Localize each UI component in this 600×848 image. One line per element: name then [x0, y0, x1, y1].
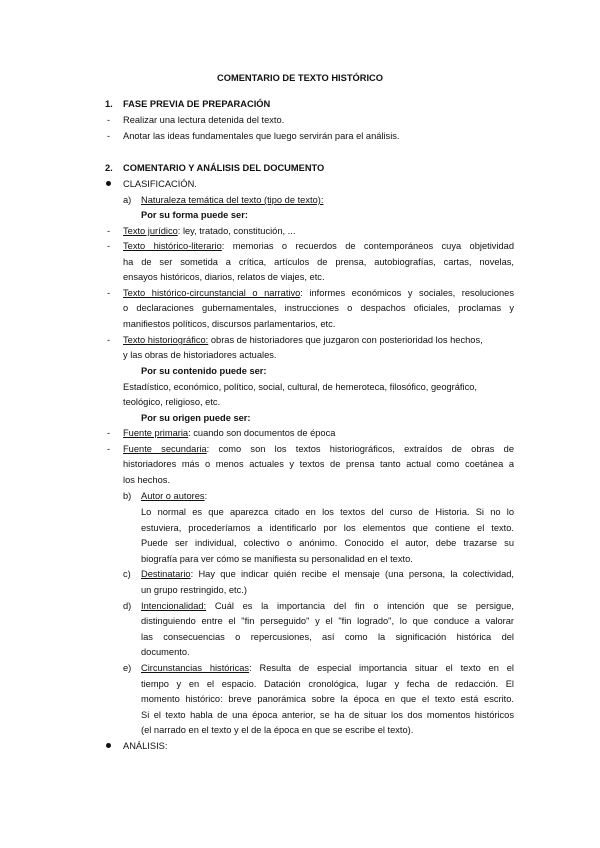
item-d-l1: Cuál es la importancia del fin o intención que se persigue,	[206, 601, 514, 611]
juridico-term: Texto jurídico	[123, 226, 178, 236]
item-b-l3: Puede ser individual, colectivo o anónimo. Conocido el autor, debe trazarse su	[141, 538, 514, 548]
list-item: Realizar una lectura detenida del texto.	[123, 115, 285, 125]
section1-heading: FASE PREVIA DE PREPARACIÓN	[123, 99, 271, 109]
origen-heading: Por su origen puede ser:	[141, 413, 251, 423]
dash-bullet: -	[107, 288, 111, 298]
contenido-l1: Estadístico, económico, político, social, cultural, de hemeroteca, filosófico, geográfico,	[123, 382, 477, 392]
item-c-label: Destinatario	[141, 569, 191, 579]
item-b-l1: Lo normal es que aparezca citado en los textos del curso de Historia. Si no lo	[141, 507, 514, 517]
item-e-l4: Si el texto habla de una época anterior, se ha de situar los dos momentos históricos	[141, 710, 514, 720]
item-e-l5: (el narrado en el texto y el de la época en que se escribe el texto).	[141, 725, 414, 735]
secundaria-l2: historiadores más o menos actuales y textos de prensa tanto actual como coetánea a	[123, 459, 514, 469]
literario-l2: ha de ser sometida a crítica, artículos de prensa, autobiografías, cartas, novelas,	[123, 257, 514, 267]
secundaria-term: Fuente secundaria	[123, 444, 207, 454]
analisis-label: ANÁLISIS:	[123, 741, 168, 751]
historiografico-term: Texto historiográfico:	[123, 335, 209, 345]
list-item: Anotar las ideas fundamentales que luego servirán para el análisis.	[123, 131, 400, 141]
clasificacion-label: CLASIFICACIÓN.	[123, 179, 197, 189]
dash-bullet: -	[107, 226, 111, 236]
contenido-heading: Por su contenido puede ser:	[141, 366, 267, 376]
literario-l1: : memorias o recuerdos de contemporáneos cuya objetividad	[221, 241, 514, 251]
secundaria-line	[123, 443, 514, 455]
item-b-marker: b)	[123, 491, 132, 501]
juridico-line	[123, 225, 295, 237]
bullet-icon	[106, 181, 111, 186]
item-d-l3: las consecuencias o repercusiones, así como la significación histórica del	[141, 632, 514, 642]
item-d-l2: distinguiendo entre el "fin perseguido" y el "fin logrado", lo que conduce a valorar	[141, 616, 514, 626]
circunstancial-term: Texto histórico-circunstancial o narrativo	[123, 288, 301, 298]
item-a-marker: a)	[123, 195, 132, 205]
item-c-line	[141, 568, 514, 580]
dash-bullet: -	[107, 131, 111, 141]
item-b-label: Autor o autores	[141, 491, 205, 501]
primaria-line	[123, 427, 335, 439]
juridico-desc: : ley, tratado, constitución, ...	[177, 226, 296, 236]
item-e-line	[141, 662, 514, 674]
item-e-l1: : Resulta de especial importancia situar el texto en el	[249, 663, 515, 673]
bullet-icon	[106, 743, 111, 748]
item-b-colon: :	[204, 491, 208, 501]
item-d-marker: d)	[123, 601, 132, 611]
item-d-l4: documento.	[141, 647, 190, 657]
section2-number: 2.	[105, 163, 113, 173]
circunstancial-l1: : informes económicos y sociales, resoluciones	[300, 288, 514, 298]
literario-term: Texto histórico-literario	[123, 241, 222, 251]
item-c-l2: un grupo restringido, etc.)	[141, 585, 247, 595]
item-e-l2: tiempo y en el espacio. Datación cronológica, lugar y fecha de redacción. El	[141, 679, 514, 689]
item-b-line	[141, 490, 207, 502]
item-e-label: Circunstancias históricas	[141, 663, 250, 673]
item-e-marker: e)	[123, 663, 132, 673]
secundaria-l3: los hechos.	[123, 475, 171, 485]
item-b-l4: biografía para ver cómo se manifiesta su personalidad en el texto.	[141, 554, 413, 564]
item-b-l2: estuviera, procederíamos a identificarlo por los elementos que contiene el texto.	[141, 523, 514, 533]
contenido-l2: teológico, religioso, etc.	[123, 397, 221, 407]
circunstancial-l2: o declaraciones gubernamentales, instrucciones o despachos oficiales, proclamas y	[123, 303, 514, 313]
item-d-label: Intencionalidad:	[141, 601, 207, 611]
historiografico-line	[123, 334, 483, 346]
section2-heading: COMENTARIO Y ANÁLISIS DEL DOCUMENTO	[123, 163, 325, 173]
primaria-desc: : cuando son documentos de época	[188, 428, 336, 438]
circunstancial-l3: manifiestos políticos, discursos parlamentarios, etc.	[123, 319, 336, 329]
dash-bullet: -	[107, 444, 111, 454]
historiografico-l1: obras de historiadores que juzgaron con posterioridad los hechos,	[208, 335, 483, 345]
dash-bullet: -	[107, 241, 111, 251]
primaria-term: Fuente primaria	[123, 428, 189, 438]
item-d-line	[141, 600, 514, 612]
document-title: COMENTARIO DE TEXTO HISTÓRICO	[217, 73, 383, 83]
item-c-l1: : Hay que indicar quién recibe el mensaje (una persona, la colectividad,	[190, 569, 514, 579]
dash-bullet: -	[107, 115, 111, 125]
dash-bullet: -	[107, 428, 111, 438]
section1-number: 1.	[105, 99, 113, 109]
item-e-l3: momento histórico: breve panorámica sobre la época en que el texto está escrito.	[141, 694, 514, 704]
forma-heading: Por su forma puede ser:	[141, 210, 248, 220]
literario-line	[123, 240, 514, 252]
historiografico-l2: y las obras de historiadores actuales.	[123, 350, 277, 360]
literario-l3: ensayos históricos, diarios, relatos de viajes, etc.	[123, 272, 325, 282]
dash-bullet: -	[107, 335, 111, 345]
item-c-marker: c)	[123, 569, 131, 579]
secundaria-l1: : como son los textos historiográficos, extraídos de obras de	[206, 444, 514, 454]
item-a-label: Naturaleza temática del texto (tipo de texto):	[141, 195, 324, 205]
circunstancial-line	[123, 287, 514, 299]
